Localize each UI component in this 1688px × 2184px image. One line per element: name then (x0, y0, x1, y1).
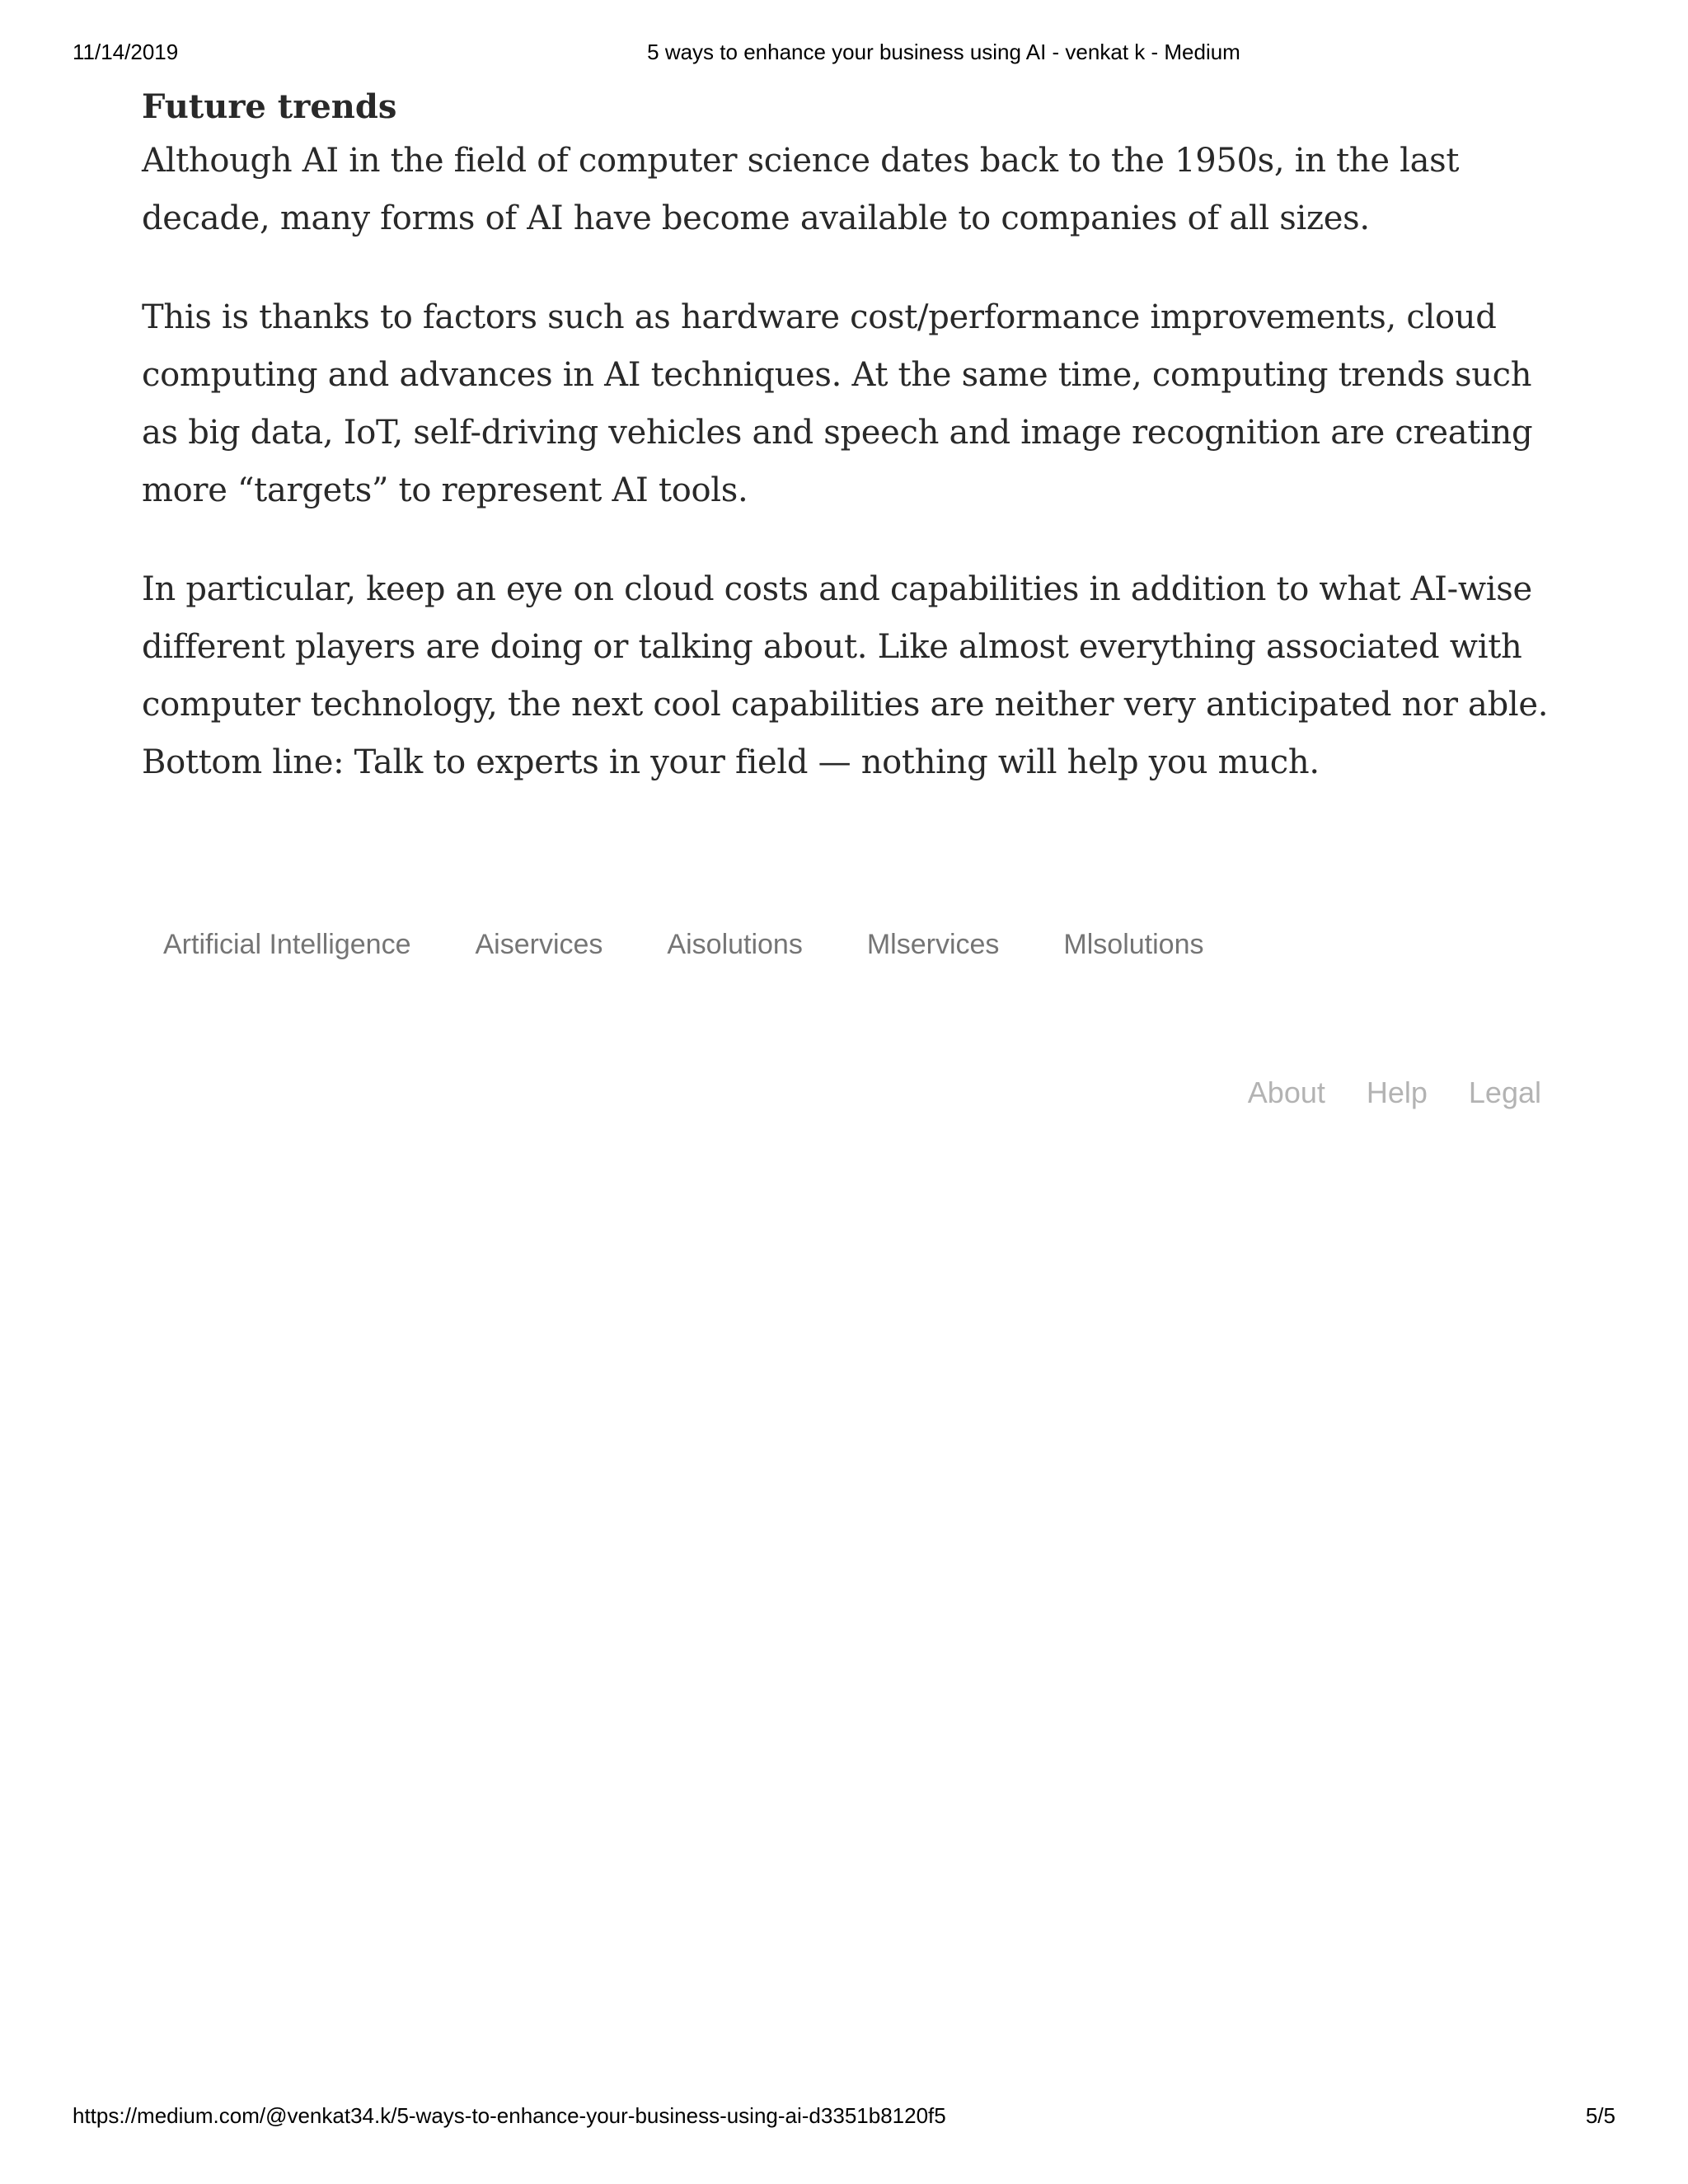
print-url: https://medium.com/@venkat34.k/5-ways-to-enhance-your-business-using-ai-d3351b8120f5 (73, 2103, 946, 2128)
tag-aiservices[interactable]: Aiservices (475, 929, 603, 960)
tag-mlsolutions[interactable]: Mlsolutions (1063, 929, 1204, 960)
tag-aisolutions[interactable]: Aisolutions (667, 929, 803, 960)
print-date: 11/14/2019 (73, 40, 179, 64)
article-paragraph: This is thanks to factors such as hardware cost/performance improvements, cloud computing and advances in AI techniques. At the same time, computing trends such as big data, IoT, self-driving vehicles and speech and image recognition are creating more “targets” to represent AI tools. (142, 298, 1533, 509)
footer-links (1248, 1076, 1541, 1110)
footer-link-legal[interactable]: Legal (1468, 1076, 1541, 1109)
print-footer (0, 2103, 1688, 2136)
print-page-title: 5 ways to enhance your business using AI - venkat k - Medium (647, 40, 1240, 64)
tag-list (142, 921, 1226, 968)
tag-artificial-intelligence[interactable]: Artificial Intelligence (163, 929, 411, 960)
article-paragraph: Although AI in the field of computer science dates back to the 1950s, in the last decade, many forms of AI have become available to companies of all sizes. (142, 142, 1460, 237)
section-heading: Future trends (142, 87, 397, 126)
footer-link-help[interactable]: Help (1366, 1076, 1428, 1109)
print-header (0, 40, 1688, 73)
print-page-number: 5/5 (1585, 2103, 1615, 2128)
footer-link-about[interactable]: About (1247, 1076, 1325, 1109)
article-body (142, 82, 1559, 832)
article-paragraph: In particular, keep an eye on cloud costs and capabilities in addition to what AI-wise different players are doing or talking about. Like almost everything associated with computer technology, the next cool capabilities are neither very anticipated nor able. Bottom line: Talk to experts in your field — nothing will help you much. (142, 570, 1549, 781)
tag-mlservices[interactable]: Mlservices (866, 929, 1000, 960)
